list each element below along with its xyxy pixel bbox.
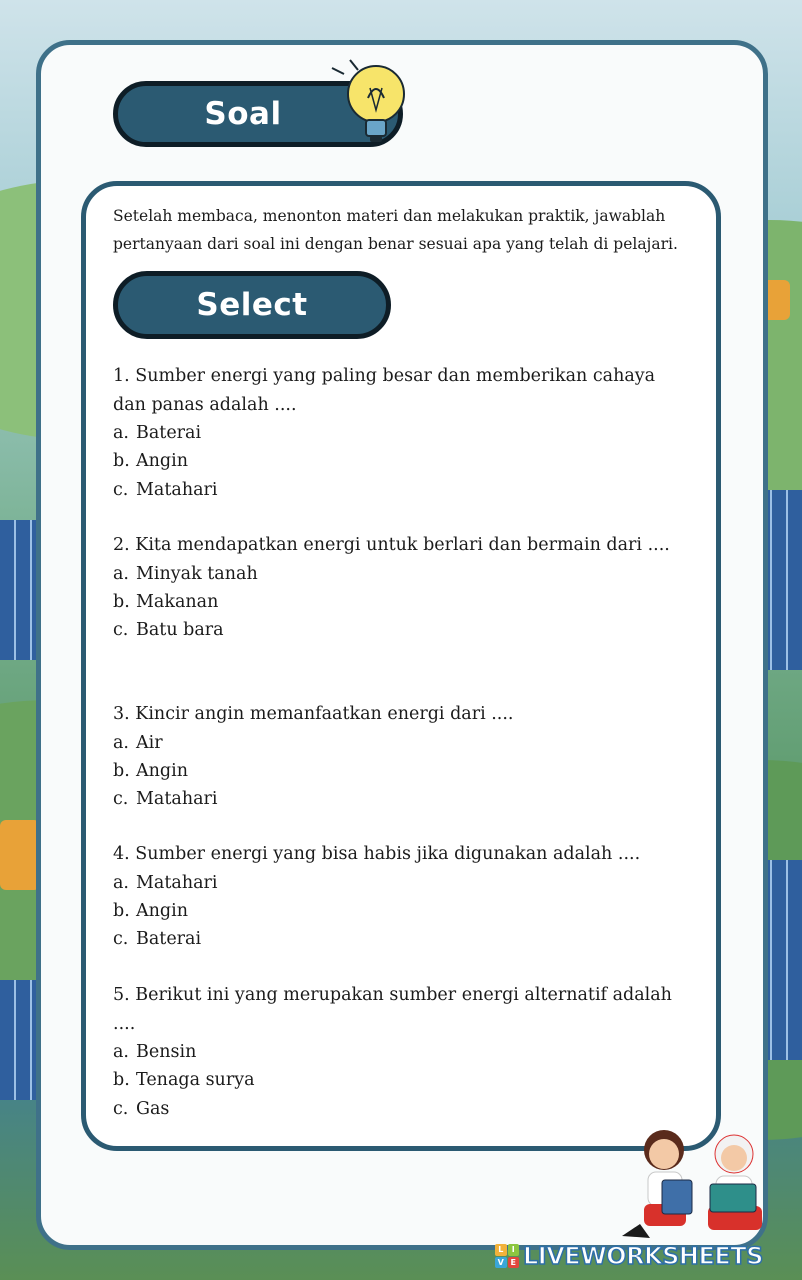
select-banner — [113, 271, 391, 339]
option-c[interactable] — [113, 925, 693, 953]
question-3 — [113, 700, 693, 813]
option-c[interactable] — [113, 476, 693, 504]
option-letter: b. — [113, 900, 130, 921]
question-2 — [113, 531, 693, 644]
question-text: 4. Sumber energi yang bisa habis jika digunakan adalah .... — [113, 844, 641, 864]
option-a[interactable] — [113, 729, 693, 757]
option-b[interactable] — [113, 1066, 693, 1094]
option-letter: a. — [113, 872, 129, 893]
question-1 — [113, 362, 693, 504]
option-letter: b. — [113, 760, 130, 781]
option-b[interactable] — [113, 588, 693, 616]
reading-kids-illustration — [622, 1120, 782, 1250]
option-letter: c. — [113, 1098, 129, 1119]
option-text: Makanan — [136, 591, 219, 612]
option-letter: c. — [113, 479, 129, 500]
question-text: 5. Berikut ini yang merupakan sumber energi alternatif adalah .... — [113, 985, 672, 1034]
option-letter: b. — [113, 451, 130, 472]
option-letter: a. — [113, 1042, 129, 1062]
option-letter: c. — [113, 620, 129, 641]
option-letter: a. — [113, 423, 129, 443]
option-c[interactable] — [113, 785, 693, 813]
option-b[interactable] — [113, 447, 693, 475]
option-text: Angin — [136, 760, 188, 781]
option-c[interactable] — [113, 1095, 693, 1123]
page-title: Soal — [204, 96, 282, 132]
select-label: Select — [196, 287, 308, 323]
option-b[interactable] — [113, 757, 693, 785]
option-text: Batu bara — [136, 620, 224, 641]
option-text: Minyak tanah — [136, 563, 258, 584]
option-text: Matahari — [136, 479, 218, 500]
option-text: Air — [136, 732, 163, 753]
option-letter: c. — [113, 789, 129, 810]
question-text: 2. Kita mendapatkan energi untuk berlari dan bermain dari .... — [113, 535, 670, 555]
question-5 — [113, 981, 693, 1123]
option-letter: c. — [113, 929, 129, 950]
logo-letter: L — [495, 1244, 507, 1256]
logo-letter: E — [508, 1257, 520, 1269]
watermark-text: LIVEWORKSHEETS — [523, 1242, 763, 1270]
option-a[interactable] — [113, 419, 693, 447]
option-letter: b. — [113, 591, 130, 612]
option-letter: a. — [113, 732, 129, 753]
option-letter: b. — [113, 1070, 130, 1091]
option-text: Tenaga surya — [136, 1070, 255, 1091]
option-text: Matahari — [136, 872, 218, 893]
question-4 — [113, 840, 693, 953]
option-a[interactable] — [113, 560, 693, 588]
instructions-text: Setelah membaca, menonton materi dan melakukan praktik, jawablah pertanyaan dari soal ini dengan benar sesuai apa yang telah di pelajari. — [113, 207, 678, 253]
option-a[interactable] — [113, 869, 693, 897]
option-text: Baterai — [136, 929, 202, 950]
option-text: Angin — [136, 451, 188, 472]
question-text: 1. Sumber energi yang paling besar dan memberikan cahaya dan panas adalah .... — [113, 366, 656, 415]
option-text: Baterai — [136, 423, 202, 443]
option-a[interactable] — [113, 1038, 693, 1066]
logo-letter: I — [508, 1244, 520, 1256]
lightbulb-icon — [330, 50, 410, 150]
option-text: Bensin — [136, 1042, 197, 1062]
option-c[interactable] — [113, 616, 693, 644]
option-text: Matahari — [136, 789, 218, 810]
option-letter: a. — [113, 563, 129, 584]
logo-letter: V — [495, 1257, 507, 1269]
option-text: Angin — [136, 900, 188, 921]
liveworksheets-logo-icon — [495, 1244, 519, 1268]
liveworksheets-watermark — [495, 1240, 763, 1272]
question-text: 3. Kincir angin memanfaatkan energi dari .... — [113, 704, 514, 724]
option-text: Gas — [136, 1098, 170, 1119]
option-b[interactable] — [113, 897, 693, 925]
